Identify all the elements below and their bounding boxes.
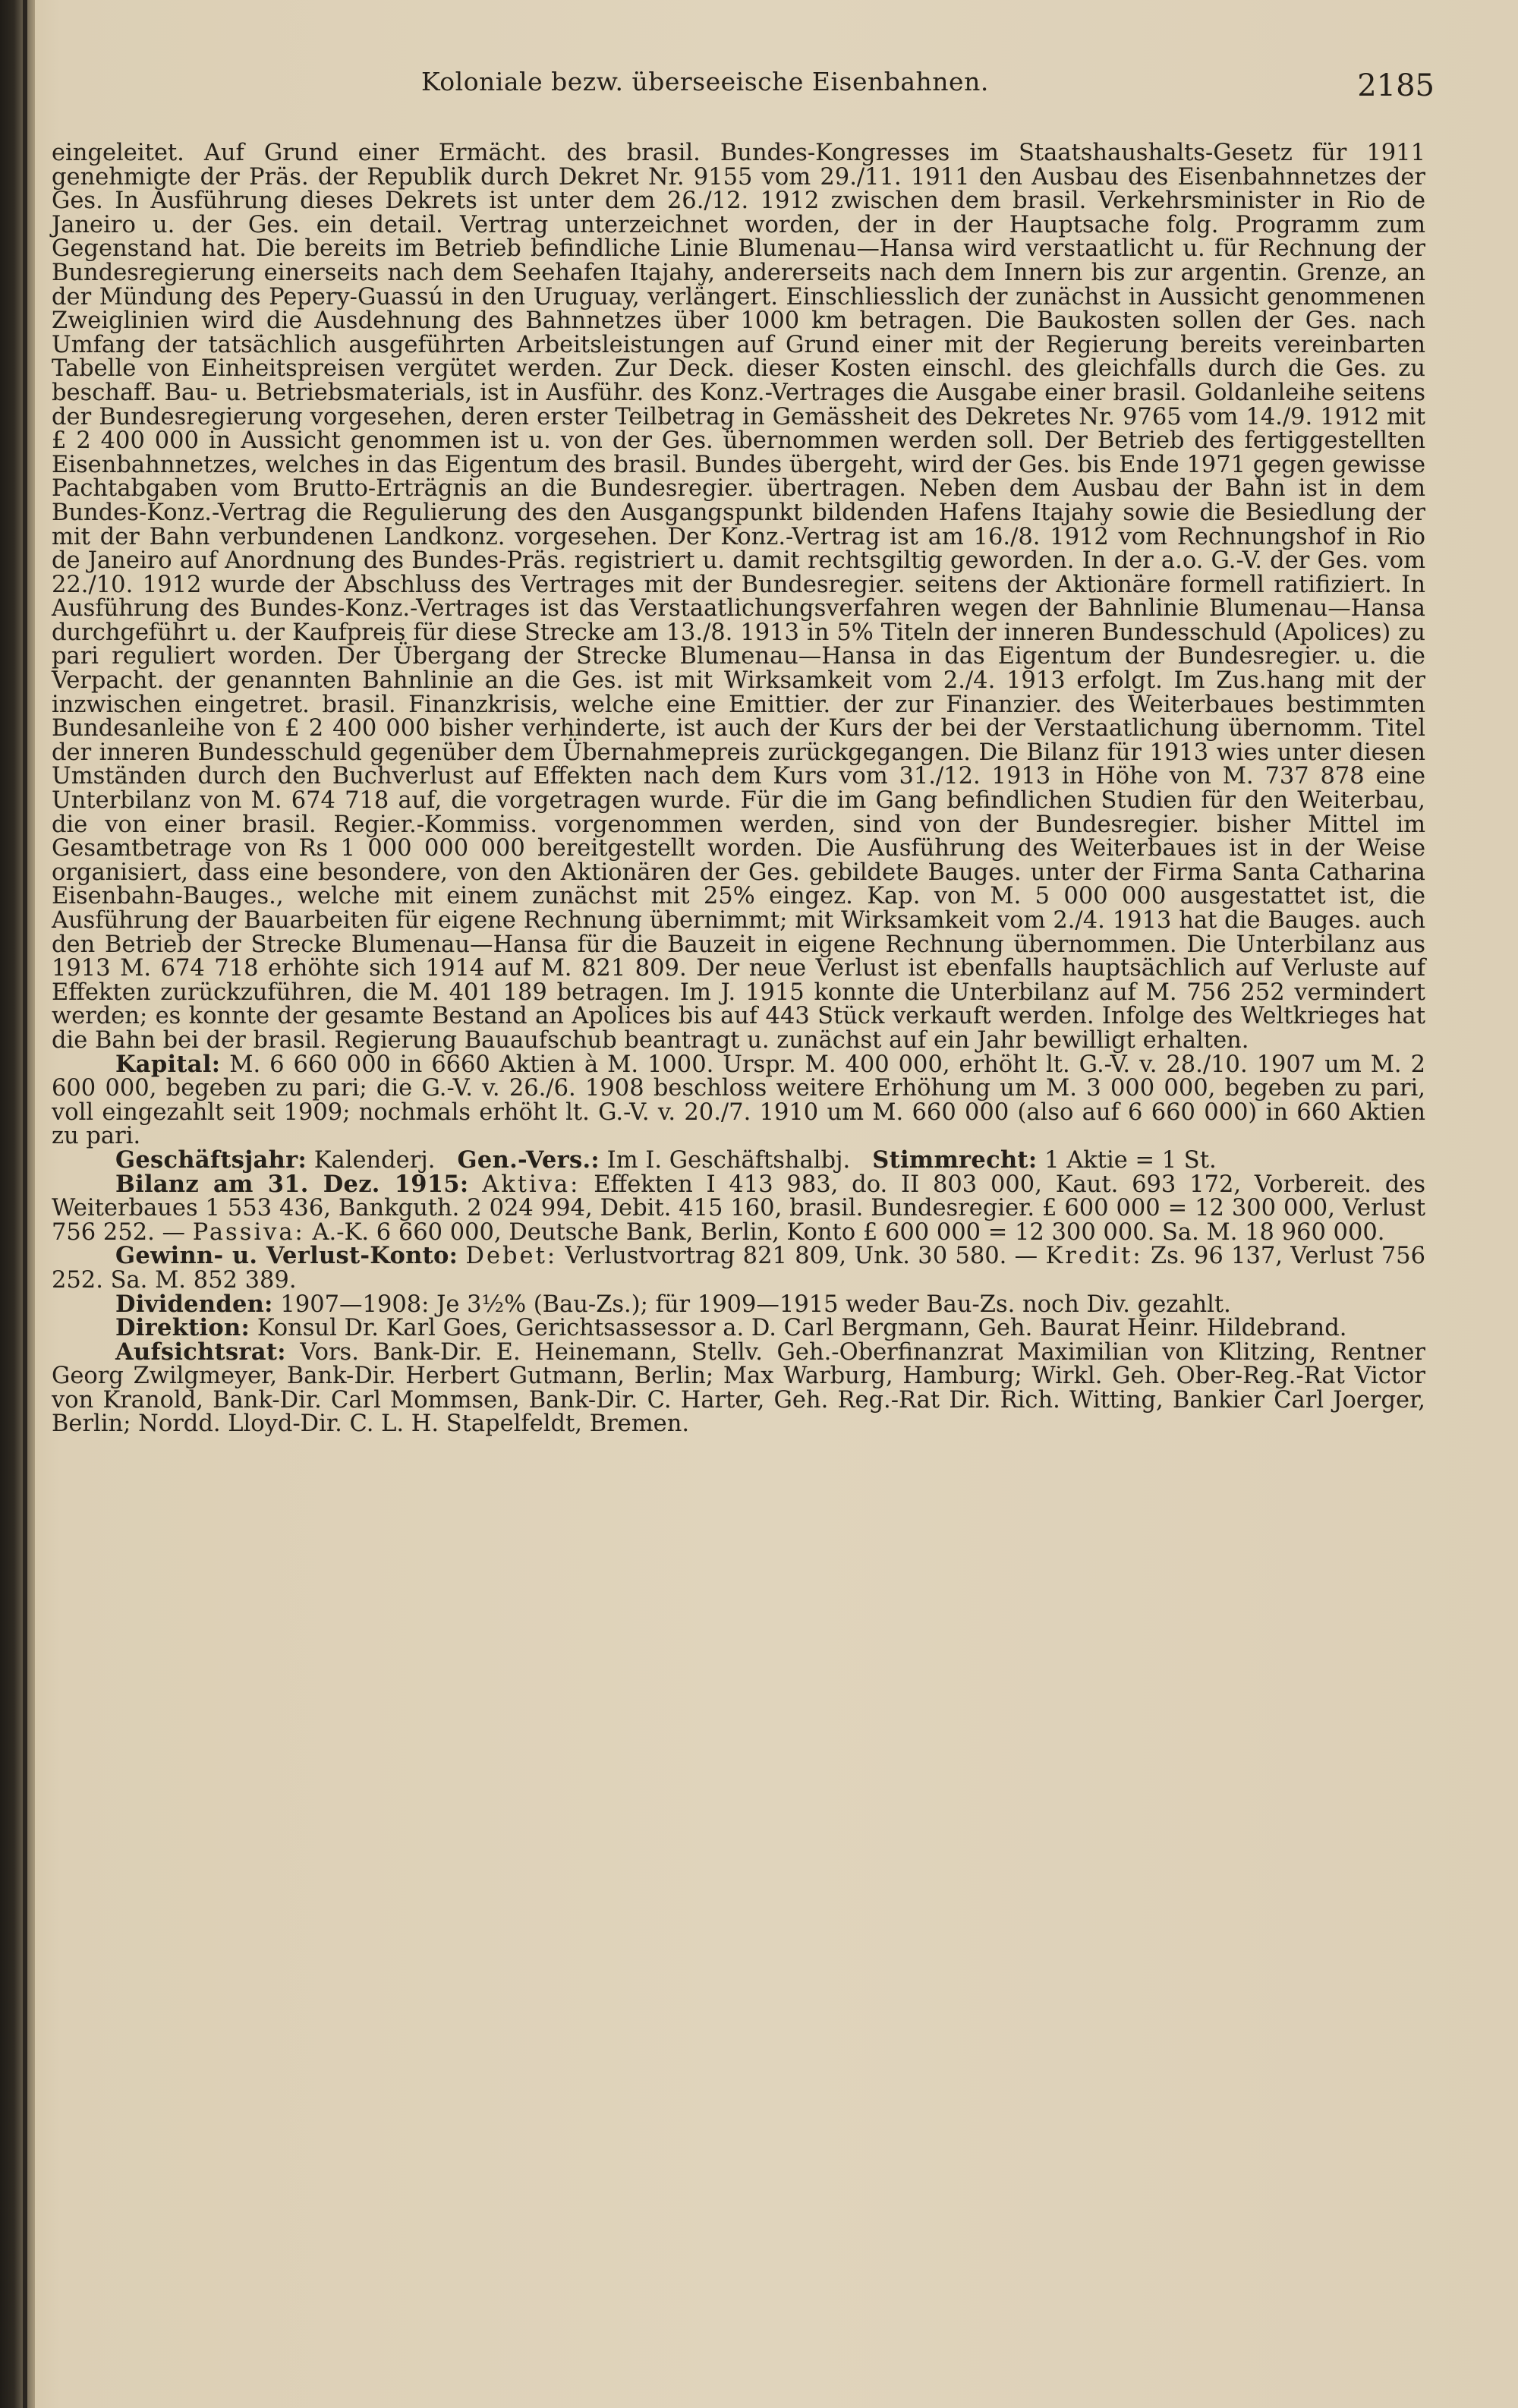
kredit-text: Zs. 96 137, Verlust 756 252. Sa. M. 852 389. <box>52 1243 1425 1294</box>
debet-label: Debet: <box>465 1243 558 1270</box>
kredit-label: Kredit: <box>1045 1243 1143 1270</box>
guv-entry <box>52 1244 1425 1292</box>
debet-text: Verlustvortrag 821 809, Unk. 30 580. — <box>565 1243 1038 1270</box>
aufsichtsrat-label: Aufsichtsrat: <box>115 1338 286 1366</box>
running-head: Koloniale bezw. überseeische Eisenbahnen. <box>421 67 989 96</box>
bilanz-entry <box>52 1170 1425 1246</box>
guv-label: Gewinn- u. Verlust-Konto: <box>115 1242 458 1270</box>
passiva-label: Passiva: <box>192 1218 305 1246</box>
direktion-entry <box>52 1316 1425 1341</box>
passiva-text: A.-K. 6 660 000, Deutsche Bank, Berlin, Konto £ 600 000 = 12 300 000. Sa. M. 18 960 000. <box>312 1218 1385 1246</box>
kapital-label: Kapital: <box>115 1050 221 1078</box>
main-paragraph: eingeleitet. Auf Grund einer Ermächt. des brasil. Bundes-Kongresses im Staatshaushalts-Gesetz für 1911 genehmigte der Präs. der Republik durch Dekret Nr. 9155 vom 29./11. 1911 den Ausbau des Eisenbahnnetzes der Ges. In Ausführung dieses Dekrets ist unter dem 26./12. 1912 zwischen dem brasil. Verkehrsminister in Rio de Janeiro u. der Ges. ein detail. Vertrag unterzeichnet worden, der in der Hauptsache folg. Programm zum Gegenstand hat. Die bereits im Betrieb befindliche Linie Blumenau—Hansa wird verstaatlicht u. für Rechnung der Bundesregierung einerseits nach dem Seehafen Itajahy, andererseits nach dem Innern bis zur argentin. Grenze, an der Mündung des Pepery-Guassú in den Uruguay, verlängert. Einschliesslich der zunächst in Aussicht genommenen Zweiglinien wird die Ausdehnung des Bahnnetzes über 1000 km betragen. Die Baukosten sollen der Ges. nach Umfang der tatsächlich ausgeführten Arbeitsleistungen auf Grund einer mit der Regierung bereits vereinbarten Tabelle von Einheitspreisen vergütet werden. Zur Deck. dieser Kosten einschl. des gleichfalls durch die Ges. zu beschaff. Bau- u. Betriebsmaterials, ist in Ausführ. des Konz.-Vertrages die Ausgabe einer brasil. Goldanleihe seitens der Bundesregierung vorgesehen, deren erster Teilbetrag in Gemässheit des Dekretes Nr. 9765 vom 14./9. 1912 mit £ 2 400 000 in Aussicht genommen ist u. von der Ges. übernommen werden soll. Der Betrieb des fertiggestellten Eisenbahnnetzes, welches in das Eigentum des brasil. Bundes übergeht, wird der Ges. bis Ende 1971 gegen gewisse Pachtabgaben vom Brutto-Erträgnis an die Bundesregier. übertragen. Neben dem Ausbau der Bahn ist in dem Bundes-Konz.-Vertrag die Regulierung des den Ausgangspunkt bildenden Hafens Itajahy sowie die Besiedlung der mit der Bahn verbundenen Landkonz. vorgesehen. Der Konz.-Vertrag ist am 16./8. 1912 vom Rechnungshof in Rio de Janeiro auf Anordnung des Bundes-Präs. registriert u. damit rechtsgiltig geworden. In der a.o. G.-V. der Ges. vom 22./10. 1912 wurde der Abschluss des Vertrages mit der Bundesregier. seitens der Aktionäre formell ratifiziert. In Ausführung des Bundes-Konz.-Vertrages ist das Verstaatlichungsverfahren wegen der Bahnlinie Blumenau—Hansa durchgeführt u. der Kaufpreis für diese Strecke am 13./8. 1913 in 5% Titeln der inneren Bundesschuld (Apolices) zu pari reguliert worden. Der Übergang der Strecke Blumenau—Hansa in das Eigentum der Bundesregier. u. die Verpacht. der genannten Bahnlinie an die Ges. ist mit Wirksamkeit vom 2./4. 1913 erfolgt. Im Zus.hang mit der inzwischen eingetret. brasil. Finanzkrisis, welche eine Emittier. der zur Finanzier. des Weiterbaues bestimmten Bundesanleihe von £ 2 400 000 bisher verhinderte, ist auch der Kurs der bei der Verstaatlichung übernomm. Titel der inneren Bundesschuld gegenüber dem Übernahmepreis zurückgegangen. Die Bilanz für 1913 wies unter diesen Umständen durch den Buchverlust auf Effekten nach dem Kurs vom 31./12. 1913 in Höhe von M. 737 878 eine Unterbilanz von M. 674 718 auf, die vorgetragen wurde. Für die im Gang befindlichen Studien für den Weiterbau, die von einer brasil. Regier.-Kommiss. vorgenommen werden, sind von der Bundesregier. bisher Mittel im Gesamtbetrage von Rs 1 000 000 000 bereitgestellt worden. Die Ausführung des Weiterbaues ist in der Weise organisiert, dass eine besondere, von den Aktionären der Ges. gebildete Bauges. unter der Firma Santa Catharina Eisenbahn-Bauges., welche mit einem zunächst mit 25% eingez. Kap. von M. 5 000 000 ausgestattet ist, die Ausführung der Bauarbeiten für eigene Rechnung übernimmt; mit Wirksamkeit vom 2./4. 1913 hat die Bauges. auch den Betrieb der Strecke Blumenau—Hansa für die Bauzeit in eigene Rechnung übernommen. Die Unterbilanz aus 1913 M. 674 718 erhöhte sich 1914 auf M. 821 809. Der neue Verlust ist ebenfalls hauptsächlich auf Verluste auf Effekten zurückzuführen, die M. 401 189 betragen. Im J. 1915 konnte die Unterbilanz auf M. 756 252 vermindert werden; es konnte der gesamte Bestand an Apolices bis auf 443 Stück verkauft werden. Infolge des Weltkrieges hat die Bahn bei der brasil. Regierung Bauaufschub beantragt u. zunächst auf ein Jahr bewilligt erhalten. <box>52 140 1425 1054</box>
page-body <box>52 141 1425 1436</box>
gen-vers-text: Im I. Geschäftshalbj. <box>606 1146 851 1174</box>
kapital-entry <box>52 1050 1425 1150</box>
direktion-label: Direktion: <box>115 1314 250 1342</box>
kapital-text: M. 6 660 000 in 6660 Aktien à M. 1000. Urspr. M. 400 000, erhöht lt. G.-V. v. 28./10. 1907 um M. 2 600 000, begeben zu pari; die G.-V. v. 26./6. 1908 beschloss weitere Erhöhung um M. 3 000 000, begeben zu pari, voll eingezahlt seit 1909; nochmals erhöht lt. G.-V. v. 20./7. 1910 um M. 660 000 (also auf 6 660 000) in 660 Aktien zu pari. <box>52 1051 1425 1150</box>
bilanz-label: Bilanz am 31. Dez. 1915: <box>115 1170 469 1198</box>
page-number: 2185 <box>1357 68 1435 103</box>
direktion-text: Konsul Dr. Karl Goes, Gerichtsassessor a. D. Carl Bergmann, Geh. Baurat Heinr. Hildebrand. <box>257 1315 1347 1342</box>
dividenden-entry <box>52 1290 1425 1318</box>
aktiva-label: Aktiva: <box>482 1171 581 1198</box>
aktiva-text: Effekten I 413 983, do. II 803 000, Kaut. 693 172, Vorbereit. des Weiterbaues 1 553 436, Bankguth. 2 024 994, Debit. 415 160, brasil. Bundesregier. £ 600 000 = 12 300 000, Verlust 756 252. — <box>52 1171 1425 1246</box>
dividenden-label: Dividenden: <box>115 1290 273 1318</box>
binding-edge <box>23 0 27 2408</box>
aufsichtsrat-text: Vors. Bank-Dir. E. Heinemann, Stellv. Geh.-Oberfinanzrat Maximilian von Klitzing, Rentner Georg Zwilgmeyer, Bank-Dir. Herbert Gutmann, Berlin; Max Warburg, Hamburg; Wirkl. Geh. Ober-Reg.-Rat Victor von Kranold, Bank-Dir. Carl Mommsen, Bank-Dir. C. Harter, Geh. Reg.-Rat Dir. Rich. Witting, Bankier Carl Joerger, Berlin; Nordd. Lloyd-Dir. C. L. H. Stapelfeldt, Bremen. <box>52 1338 1425 1438</box>
stimmrecht-text: 1 Aktie = 1 St. <box>1044 1146 1217 1174</box>
stimmrecht-label: Stimmrecht: <box>872 1146 1038 1174</box>
meta-entry <box>52 1146 1425 1174</box>
dividenden-text: 1907—1908: Je 3½% (Bau-Zs.); für 1909—1915 weder Bau-Zs. noch Div. gezahlt. <box>280 1291 1231 1318</box>
aufsichtsrat-entry <box>52 1338 1425 1438</box>
page-header <box>53 61 1435 106</box>
gen-vers-label: Gen.-Vers.: <box>457 1146 600 1174</box>
geschaeftsjahr-text: Kalenderj. <box>313 1146 436 1174</box>
binding-gutter <box>0 0 35 2408</box>
geschaeftsjahr-label: Geschäftsjahr: <box>115 1146 307 1174</box>
